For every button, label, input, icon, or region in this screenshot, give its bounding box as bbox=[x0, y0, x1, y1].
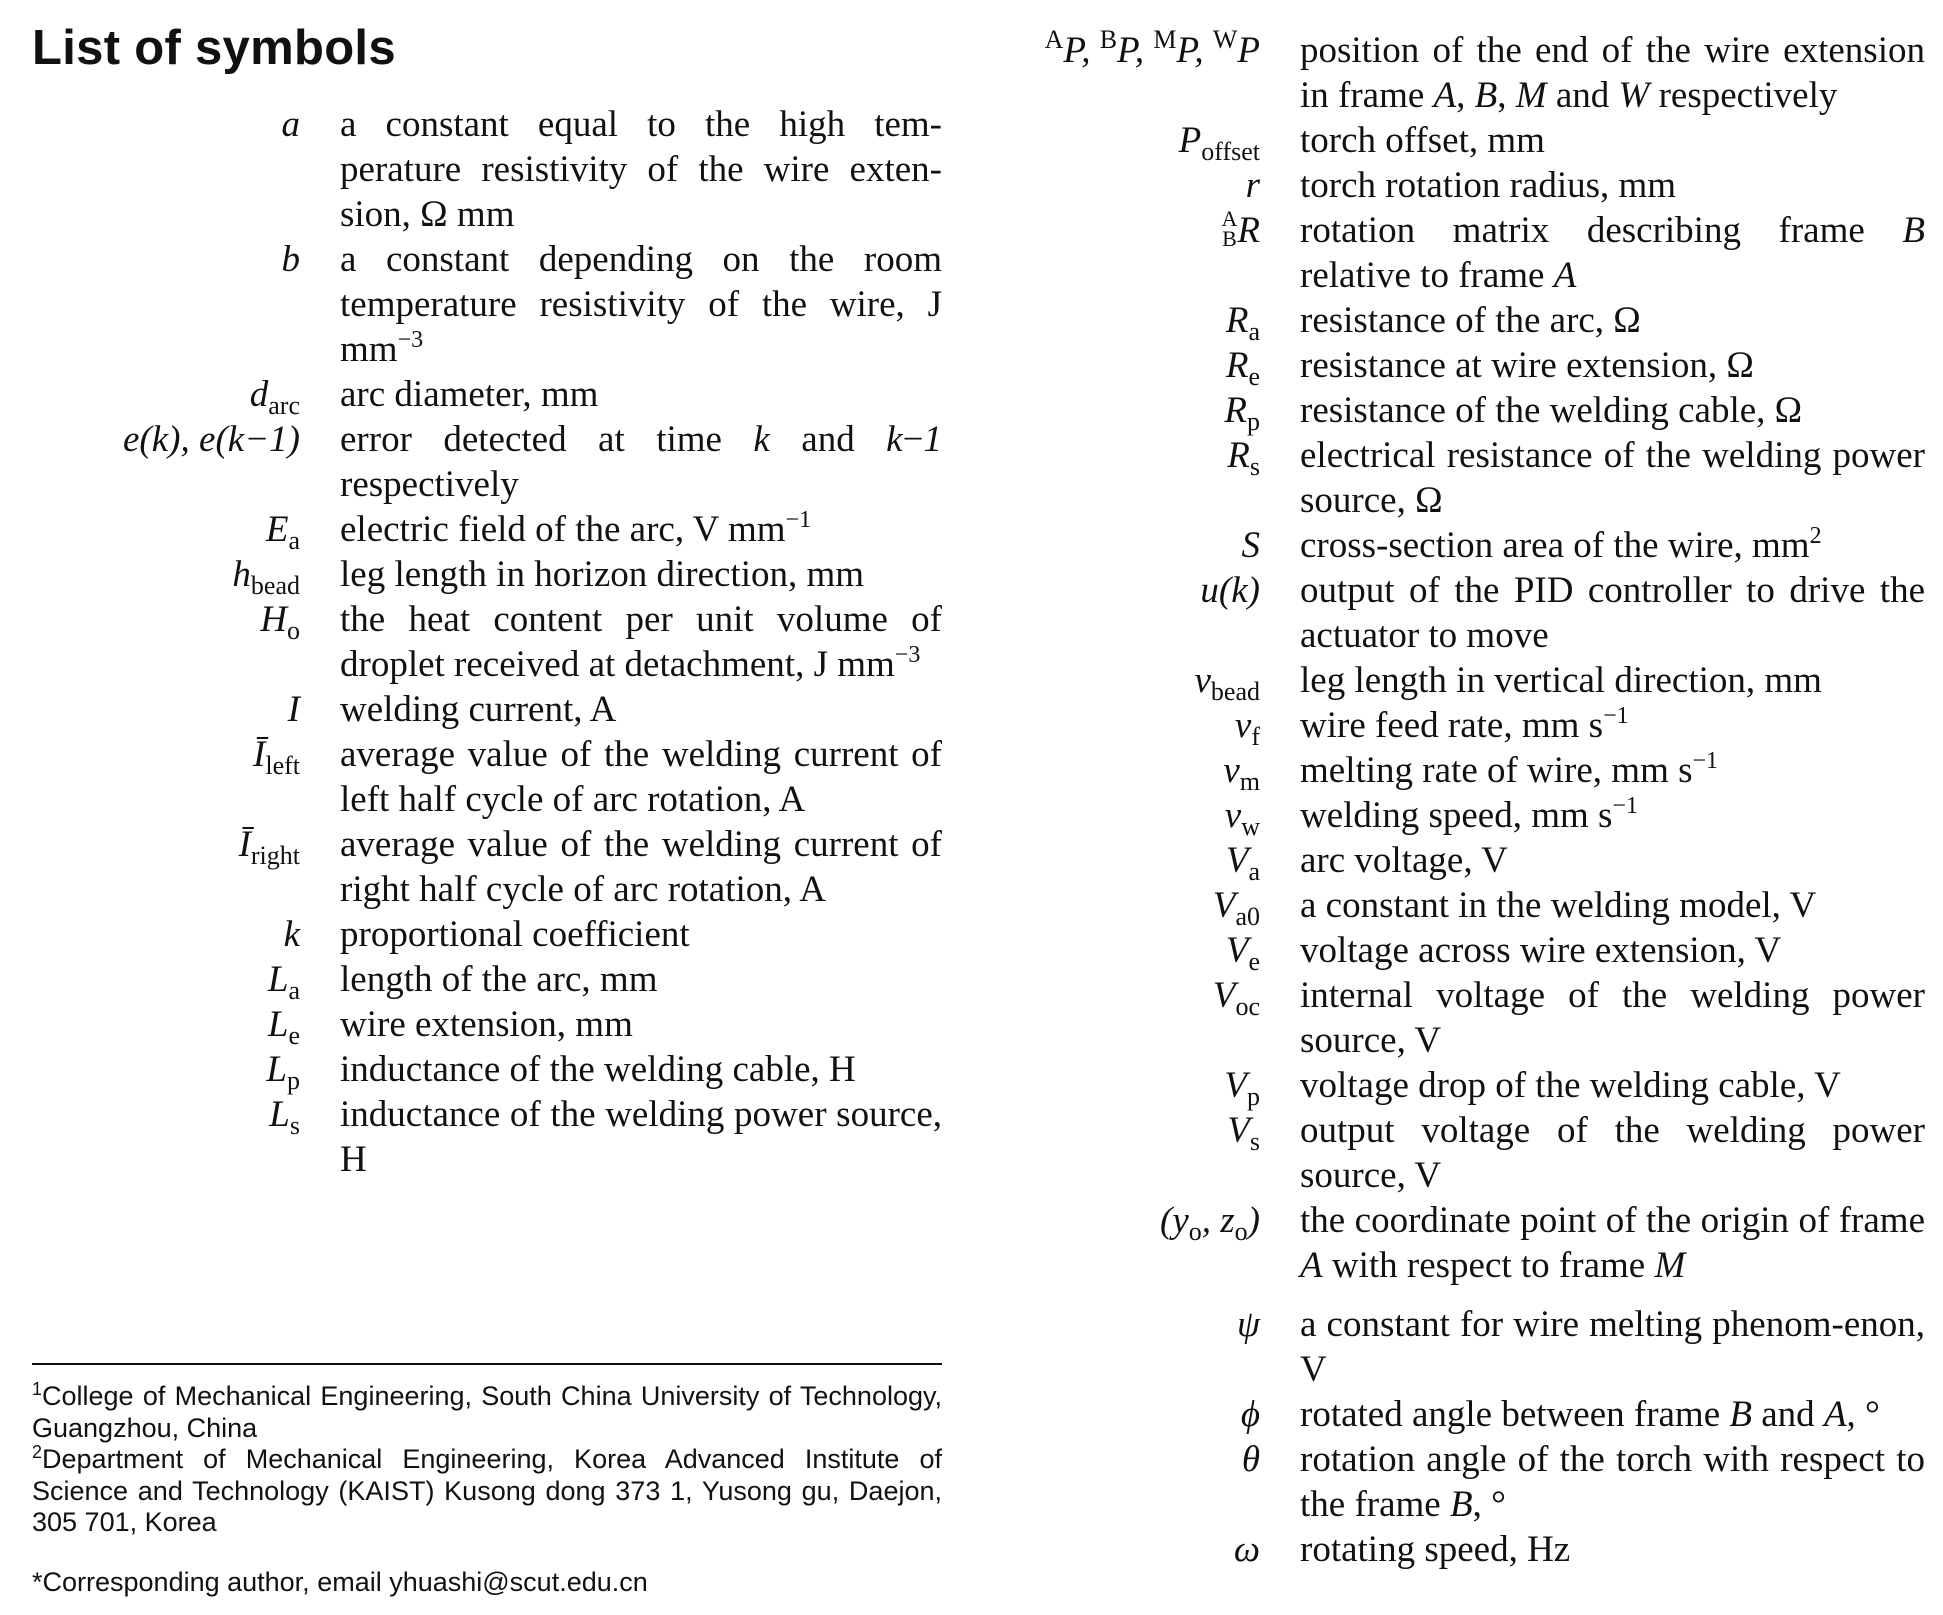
symbol-entry bbox=[40, 552, 942, 600]
symbol-entry bbox=[40, 732, 942, 822]
symbol-definition: a constant equal to the high tem-perature resistivity of the wire exten-sion, Ω mm bbox=[340, 104, 942, 235]
symbol-definition: error detected at time k and k−1 respectively bbox=[340, 419, 942, 505]
symbol-notation: θ bbox=[1241, 1439, 1260, 1480]
symbol-entry bbox=[40, 507, 942, 555]
symbol-notation: $L_s$ bbox=[269, 1094, 300, 1140]
symbol-definition: average value of the welding current of left half cycle of arc rotation, A bbox=[340, 734, 942, 820]
symbol-notation: $h_{bead}$ bbox=[232, 554, 300, 600]
symbol-definition: voltage across wire extension, V bbox=[1300, 930, 1782, 971]
symbol-entry bbox=[990, 1108, 1925, 1198]
symbol-entry bbox=[990, 523, 1925, 568]
symbol-definition: internal voltage of the welding power source, V bbox=[1300, 975, 1925, 1061]
symbol-notation: $V_e$ bbox=[1225, 930, 1260, 976]
symbol-definition: welding current, A bbox=[340, 689, 617, 730]
symbol-definition: position of the end of the wire extension in frame A, B, M and W respectively bbox=[1300, 30, 1925, 116]
symbol-notation: $v_w$ bbox=[1224, 795, 1260, 841]
symbol-definition: resistance at wire extension, Ω bbox=[1300, 345, 1754, 386]
symbol-entry bbox=[990, 748, 1925, 796]
symbol-definition: torch offset, mm bbox=[1300, 120, 1545, 161]
symbol-notation: $v_{bead}$ bbox=[1194, 660, 1260, 706]
footnote-divider bbox=[32, 1363, 942, 1365]
symbol-notation: S bbox=[1241, 525, 1260, 566]
symbol-notation: ϕ bbox=[1240, 1394, 1260, 1435]
symbol-definition: wire extension, mm bbox=[340, 1004, 633, 1045]
symbol-entry bbox=[40, 912, 942, 957]
entry-gap bbox=[990, 1288, 1925, 1302]
symbol-entry bbox=[990, 658, 1925, 706]
symbol-notation: $E_a$ bbox=[265, 509, 300, 555]
symbol-notation: k bbox=[283, 914, 300, 955]
symbol-definition: leg length in horizon direction, mm bbox=[340, 554, 865, 595]
symbol-notation: $V_a$ bbox=[1225, 840, 1260, 886]
symbol-notation: $Ī_{left}$ bbox=[253, 734, 300, 780]
symbol-entry bbox=[990, 1198, 1925, 1288]
symbol-entry bbox=[40, 597, 942, 687]
symbol-definition: arc voltage, V bbox=[1300, 840, 1508, 881]
symbol-notation: $P_{offset}$ bbox=[1178, 120, 1260, 166]
symbol-definition: output voltage of the welding power source, V bbox=[1300, 1110, 1925, 1196]
symbol-entry bbox=[990, 343, 1925, 391]
symbol-entry bbox=[40, 1047, 942, 1095]
symbol-entry bbox=[990, 568, 1925, 658]
symbol-notation: $V_{a0}$ bbox=[1212, 885, 1260, 931]
symbol-entry bbox=[40, 957, 942, 1005]
affiliation-line: $^1$College of Mechanical Engineering, South China University of Technology, Guangzhou, China bbox=[32, 1379, 942, 1443]
symbol-entry bbox=[990, 1437, 1925, 1527]
symbol-notation: ($y_o$, $z_o$) bbox=[1160, 1200, 1260, 1246]
symbol-definition: resistance of the welding cable, Ω bbox=[1300, 390, 1803, 431]
symbol-notation: b bbox=[281, 239, 300, 280]
symbol-entry bbox=[40, 822, 942, 912]
symbol-definition: torch rotation radius, mm bbox=[1300, 165, 1677, 206]
symbol-definition: welding speed, mm $s^{-1}$ bbox=[1300, 793, 1638, 836]
symbol-notation: ω bbox=[1233, 1529, 1260, 1570]
symbol-notation: r bbox=[1245, 165, 1260, 206]
affiliation-line: $^2$Department of Mechanical Engineering, Korea Advanced Institute of Science and Technology (KAIST) Kusong dong 373 1, Yusong gu, Daejon, 305 701, Korea bbox=[32, 1442, 942, 1537]
symbol-notation: $V_s$ bbox=[1227, 1110, 1260, 1156]
symbol-notation: $V_p$ bbox=[1224, 1065, 1260, 1111]
symbol-definition: proportional coefficient bbox=[340, 914, 690, 955]
symbol-definition: arc diameter, mm bbox=[340, 374, 599, 415]
symbol-definition: rotating speed, Hz bbox=[1300, 1529, 1571, 1570]
symbol-notation: $H_o$ bbox=[260, 599, 300, 645]
symbol-definition: cross-section area of the wire, $mm^2$ bbox=[1300, 523, 1822, 566]
symbol-entry bbox=[990, 793, 1925, 841]
symbol-definition: the heat content per unit volume of droplet received at detachment, J $mm^{-3}$ bbox=[340, 599, 942, 685]
symbol-definition: electrical resistance of the welding power source, Ω bbox=[1300, 435, 1925, 521]
symbol-entry bbox=[990, 928, 1925, 976]
symbol-entry bbox=[40, 1092, 942, 1182]
symbol-definition: rotation angle of the torch with respect to the frame B, ° bbox=[1300, 1439, 1925, 1525]
symbol-definition: leg length in vertical direction, mm bbox=[1300, 660, 1822, 701]
symbol-definition: the coordinate point of the origin of frame A with respect to frame M bbox=[1300, 1200, 1925, 1286]
symbol-definition: resistance of the arc, Ω bbox=[1300, 300, 1641, 341]
symbol-notation: $R_s$ bbox=[1227, 435, 1260, 481]
symbol-definition: melting rate of wire, mm $s^{-1}$ bbox=[1300, 748, 1719, 791]
symbol-notation: $^A$P, $^B$P, $^M$P, $^W$P bbox=[1044, 25, 1260, 71]
symbol-entry bbox=[990, 1527, 1925, 1572]
symbol-entry bbox=[40, 372, 942, 420]
symbol-notation: u(k) bbox=[1200, 570, 1260, 611]
symbol-entry bbox=[990, 208, 1925, 298]
symbol-definition: voltage drop of the welding cable, V bbox=[1300, 1065, 1841, 1106]
symbol-notation: $L_e$ bbox=[267, 1004, 300, 1050]
symbol-definition: inductance of the welding cable, H bbox=[340, 1049, 856, 1090]
symbol-entry bbox=[40, 237, 942, 372]
symbol-entry bbox=[990, 1302, 1925, 1392]
symbol-notation: $V_{oc}$ bbox=[1212, 975, 1260, 1021]
symbol-definition: a constant in the welding model, V bbox=[1300, 885, 1817, 926]
symbol-notation: a bbox=[281, 104, 300, 145]
section-heading: List of symbols bbox=[32, 21, 396, 75]
symbol-notation: $R_e$ bbox=[1225, 345, 1260, 391]
corresponding-author-footnote: *Corresponding author, email yhuashi@scut.edu.cn bbox=[32, 1567, 648, 1597]
symbol-definition: wire feed rate, mm $s^{-1}$ bbox=[1300, 703, 1629, 746]
symbol-notation: $d_{arc}$ bbox=[249, 374, 300, 420]
symbol-entry bbox=[990, 1063, 1925, 1111]
symbol-entry bbox=[40, 102, 942, 237]
symbol-entry bbox=[40, 1002, 942, 1050]
symbol-entry bbox=[990, 118, 1925, 166]
symbol-entry bbox=[40, 687, 942, 732]
symbol-definition: average value of the welding current of right half cycle of arc rotation, A bbox=[340, 824, 942, 910]
symbol-definition: electric field of the arc, V $mm^{-1}$ bbox=[340, 507, 812, 550]
symbol-list-left-column bbox=[40, 102, 942, 1182]
symbol-entry bbox=[990, 973, 1925, 1063]
symbol-notation: $L_p$ bbox=[266, 1049, 300, 1095]
symbol-entry bbox=[40, 417, 942, 507]
symbol-definition: output of the PID controller to drive the actuator to move bbox=[1300, 570, 1925, 656]
symbol-entry bbox=[990, 883, 1925, 931]
affiliations-footnote bbox=[32, 1381, 942, 1539]
symbol-notation: ψ bbox=[1237, 1304, 1260, 1345]
symbol-notation: I bbox=[287, 689, 300, 730]
symbol-definition: a constant for wire melting phenom-enon, V bbox=[1300, 1304, 1925, 1390]
symbol-notation: $v_m$ bbox=[1223, 750, 1260, 796]
symbol-entry bbox=[990, 25, 1925, 118]
symbol-entry bbox=[990, 433, 1925, 523]
symbol-notation: A BR bbox=[1221, 206, 1260, 251]
symbol-entry bbox=[990, 298, 1925, 346]
symbol-notation: $R_a$ bbox=[1225, 300, 1260, 346]
symbol-entry bbox=[990, 1392, 1925, 1437]
symbol-entry bbox=[990, 703, 1925, 751]
symbol-notation: $R_p$ bbox=[1224, 390, 1260, 436]
symbol-notation: $L_a$ bbox=[267, 959, 300, 1005]
symbol-list-right-column bbox=[990, 25, 1925, 1572]
symbol-definition: rotated angle between frame B and A, ° bbox=[1300, 1394, 1880, 1435]
symbol-entry bbox=[990, 388, 1925, 436]
symbol-definition: length of the arc, mm bbox=[340, 959, 658, 1000]
symbol-notation: $v_f$ bbox=[1234, 705, 1260, 751]
symbol-notation: e(k), e(k−1) bbox=[122, 419, 300, 460]
symbol-definition: a constant depending on the room temperature resistivity of the wire, J $mm^{-3}$ bbox=[340, 239, 942, 370]
symbol-entry bbox=[990, 838, 1925, 886]
symbol-definition: rotation matrix describing frame B relative to frame A bbox=[1300, 210, 1925, 296]
symbol-notation: $Ī_{right}$ bbox=[238, 824, 300, 870]
symbol-definition: inductance of the welding power source, H bbox=[340, 1094, 942, 1180]
symbol-entry bbox=[990, 163, 1925, 208]
